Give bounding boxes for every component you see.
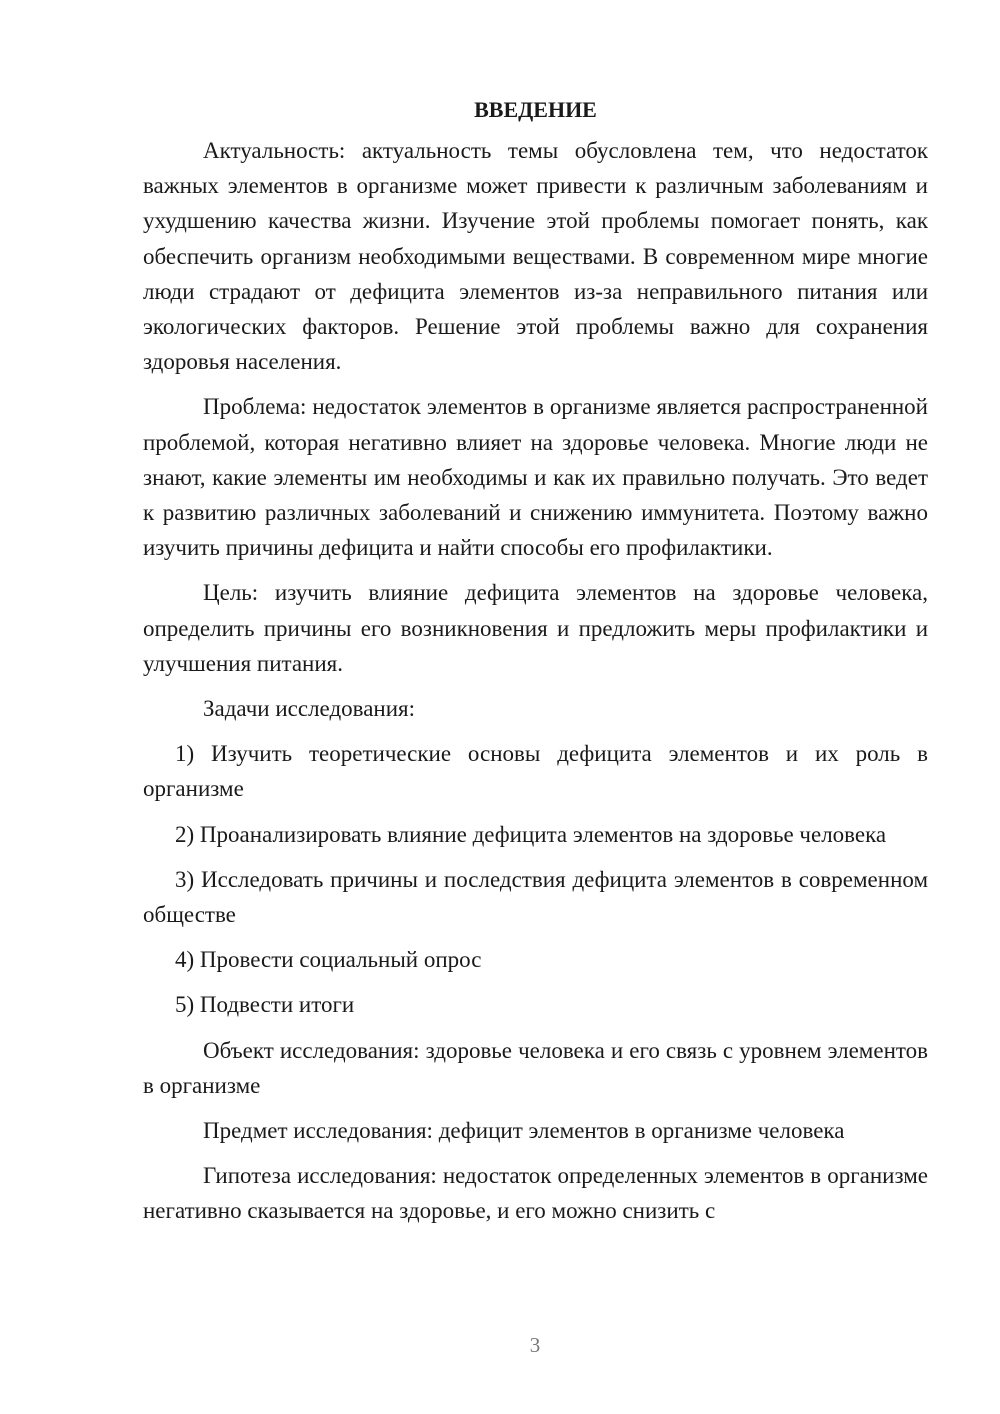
relevance-paragraph: Актуальность: актуальность темы обусловлена тем, что недостаток важных элементов в организме может привести к различным заболеваниям и ухудшению качества жизни. Изучение этой проблемы помогает понять, как обеспечить организм необходимыми веществами. В современном мире многие люди страдают от дефицита элементов из-за неправильного питания или экологических факторов. Решение этой проблемы важно для сохранения здоровья населения. xyxy=(143,138,928,375)
subject-paragraph: Предмет исследования: дефицит элементов в организме человека xyxy=(203,1118,845,1144)
document-body xyxy=(143,92,928,1239)
tasks-heading: Задачи исследования: xyxy=(203,696,416,722)
page-title: ВВЕДЕНИЕ xyxy=(474,97,597,122)
page-number: 3 xyxy=(529,1333,541,1357)
task-item-5: 5) Подвести итоги xyxy=(175,992,355,1018)
problem-paragraph: Проблема: недостаток элементов в организме является распространенной проблемой, которая негативно влияет на здоровье человека. Многие люди не знают, какие элементы им необходимы и как их правильно получать. Это ведет к развитию различных заболеваний и снижению иммунитета. Поэтому важно изучить причины дефицита и найти способы его профилактики. xyxy=(143,394,928,561)
object-paragraph: Объект исследования: здоровье человека и его связь с уровнем элементов в организме xyxy=(143,1037,928,1098)
hypothesis-paragraph: Гипотеза исследования: недостаток определенных элементов в организме негативно сказывается на здоровье, и его можно снизить с xyxy=(143,1163,928,1224)
task-item-1: 1) Изучить теоретические основы дефицита элементов и их роль в организме xyxy=(143,741,928,802)
task-item-2: 2) Проанализировать влияние дефицита элементов на здоровье человека xyxy=(175,821,887,847)
task-item-4: 4) Провести социальный опрос xyxy=(175,947,482,973)
task-item-3: 3) Исследовать причины и последствия дефицита элементов в современном обществе xyxy=(143,866,928,928)
goal-paragraph: Цель: изучить влияние дефицита элементов на здоровье человека, определить причины его возникновения и предложить меры профилактики и улучшения питания. xyxy=(143,580,928,676)
